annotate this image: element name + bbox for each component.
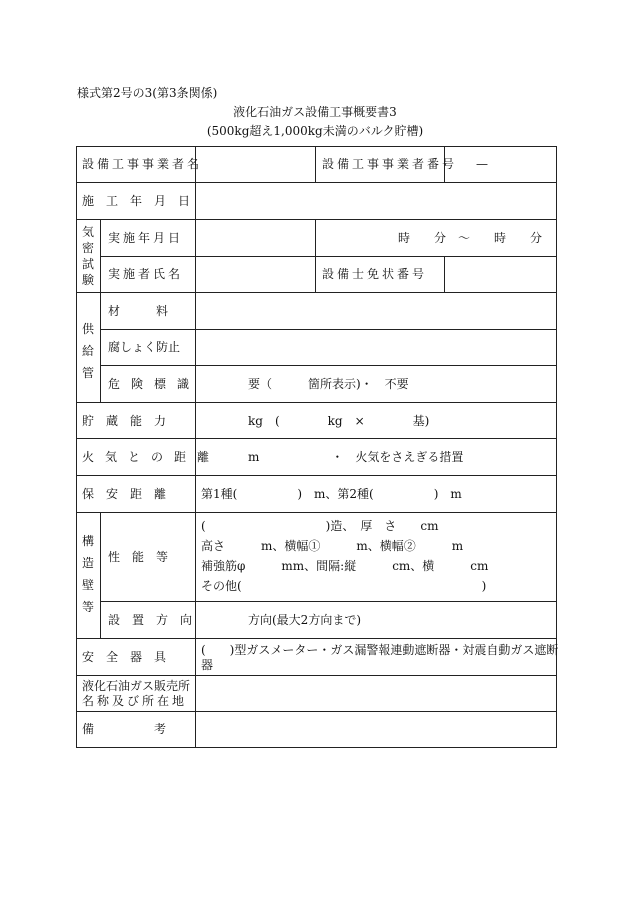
airtight-time-value: 時 分 〜 時 分 <box>398 231 543 245</box>
table-border <box>76 146 77 748</box>
construction-date-label: 施 工 年 月 日 <box>82 194 191 208</box>
performance-line-3: 補強筋φ mm、間隔:縦 cm、横 cm <box>201 559 489 573</box>
airtight-date-label: 実施年月日 <box>108 231 184 245</box>
row-divider <box>76 292 557 293</box>
fire-distance-value: m ・ 火気をさえぎる措置 <box>248 450 464 464</box>
row-divider <box>76 675 557 676</box>
column-divider <box>315 219 316 292</box>
table-border <box>76 146 557 147</box>
form-table <box>76 146 557 748</box>
storage-capacity-value: kg ( kg × 基) <box>248 414 430 428</box>
row-divider <box>76 402 557 403</box>
row-divider <box>100 256 557 257</box>
row-divider <box>76 512 557 513</box>
table-border <box>76 747 557 748</box>
danger-sign-label: 危険標識 <box>108 377 201 391</box>
material-label: 材 料 <box>108 304 169 318</box>
performance-line-1: ( )造、 厚 さ cm <box>201 519 439 533</box>
performance-line-4: その他( ) <box>201 579 487 593</box>
danger-sign-value: 要（ 箇所表示)・ 不要 <box>248 377 409 391</box>
row-divider <box>76 438 557 439</box>
airtight-test-group-label: 気密試験 <box>81 225 94 287</box>
row-divider <box>100 329 557 330</box>
column-divider <box>100 219 101 292</box>
fire-distance-label: 火気との距離 <box>82 450 221 464</box>
row-divider <box>76 219 557 220</box>
airtight-person-label: 実施者氏名 <box>108 267 184 281</box>
safety-device-value-line-1: ( )型ガスメーター・ガス漏警報連動遮断器・対震自動ガス遮断 <box>201 643 559 657</box>
row-divider <box>100 365 557 366</box>
column-divider <box>195 146 196 748</box>
document-title: 液化石油ガス設備工事概要書3 <box>233 105 397 119</box>
performance-line-2: 高さ m、横幅① m、横幅② m <box>201 539 464 553</box>
storage-capacity-label: 貯 蔵 能 力 <box>82 414 167 428</box>
row-divider <box>76 711 557 712</box>
installation-direction-label: 設 置 方 向 <box>108 613 193 627</box>
safety-device-label: 安 全 器 具 <box>82 650 167 664</box>
contractor-name-label: 設備工事事業者名 <box>82 157 203 171</box>
column-divider <box>100 512 101 638</box>
performance-label: 性 能 等 <box>108 550 169 564</box>
remarks-label: 備 考 <box>82 722 167 736</box>
safety-device-value-line-2: 器 <box>201 658 214 672</box>
installation-direction-value: 方向(最大2方向まで) <box>248 613 361 627</box>
safety-distance-label: 保 安 距 離 <box>82 487 167 501</box>
row-divider <box>76 475 557 476</box>
row-divider <box>100 601 557 602</box>
supply-pipe-group-label: 供給管 <box>81 322 94 380</box>
table-border <box>556 146 557 748</box>
form-id: 様式第2号の3(第3条関係) <box>77 86 218 100</box>
document-subtitle: (500kg超え1,000kg未満のバルク貯槽) <box>206 124 424 138</box>
dealer-label-line-2: 名称及び所在地 <box>82 694 188 708</box>
contractor-number-label: 設備工事事業者番号 <box>322 157 458 171</box>
license-number-label: 設備士免状番号 <box>322 267 428 281</box>
column-divider <box>100 292 101 402</box>
contractor-number-value: — <box>476 157 488 171</box>
anticorrosion-label: 腐しょく防止 <box>108 340 181 354</box>
row-divider <box>76 182 557 183</box>
column-divider <box>315 146 316 182</box>
safety-distance-value: 第1種( ) m、第2種( ) m <box>201 487 462 501</box>
dealer-label-line-1: 液化石油ガス販売所 <box>82 679 191 693</box>
structure-wall-group-label: 構造壁等 <box>81 534 94 614</box>
column-divider <box>444 256 445 292</box>
row-divider <box>76 638 557 639</box>
